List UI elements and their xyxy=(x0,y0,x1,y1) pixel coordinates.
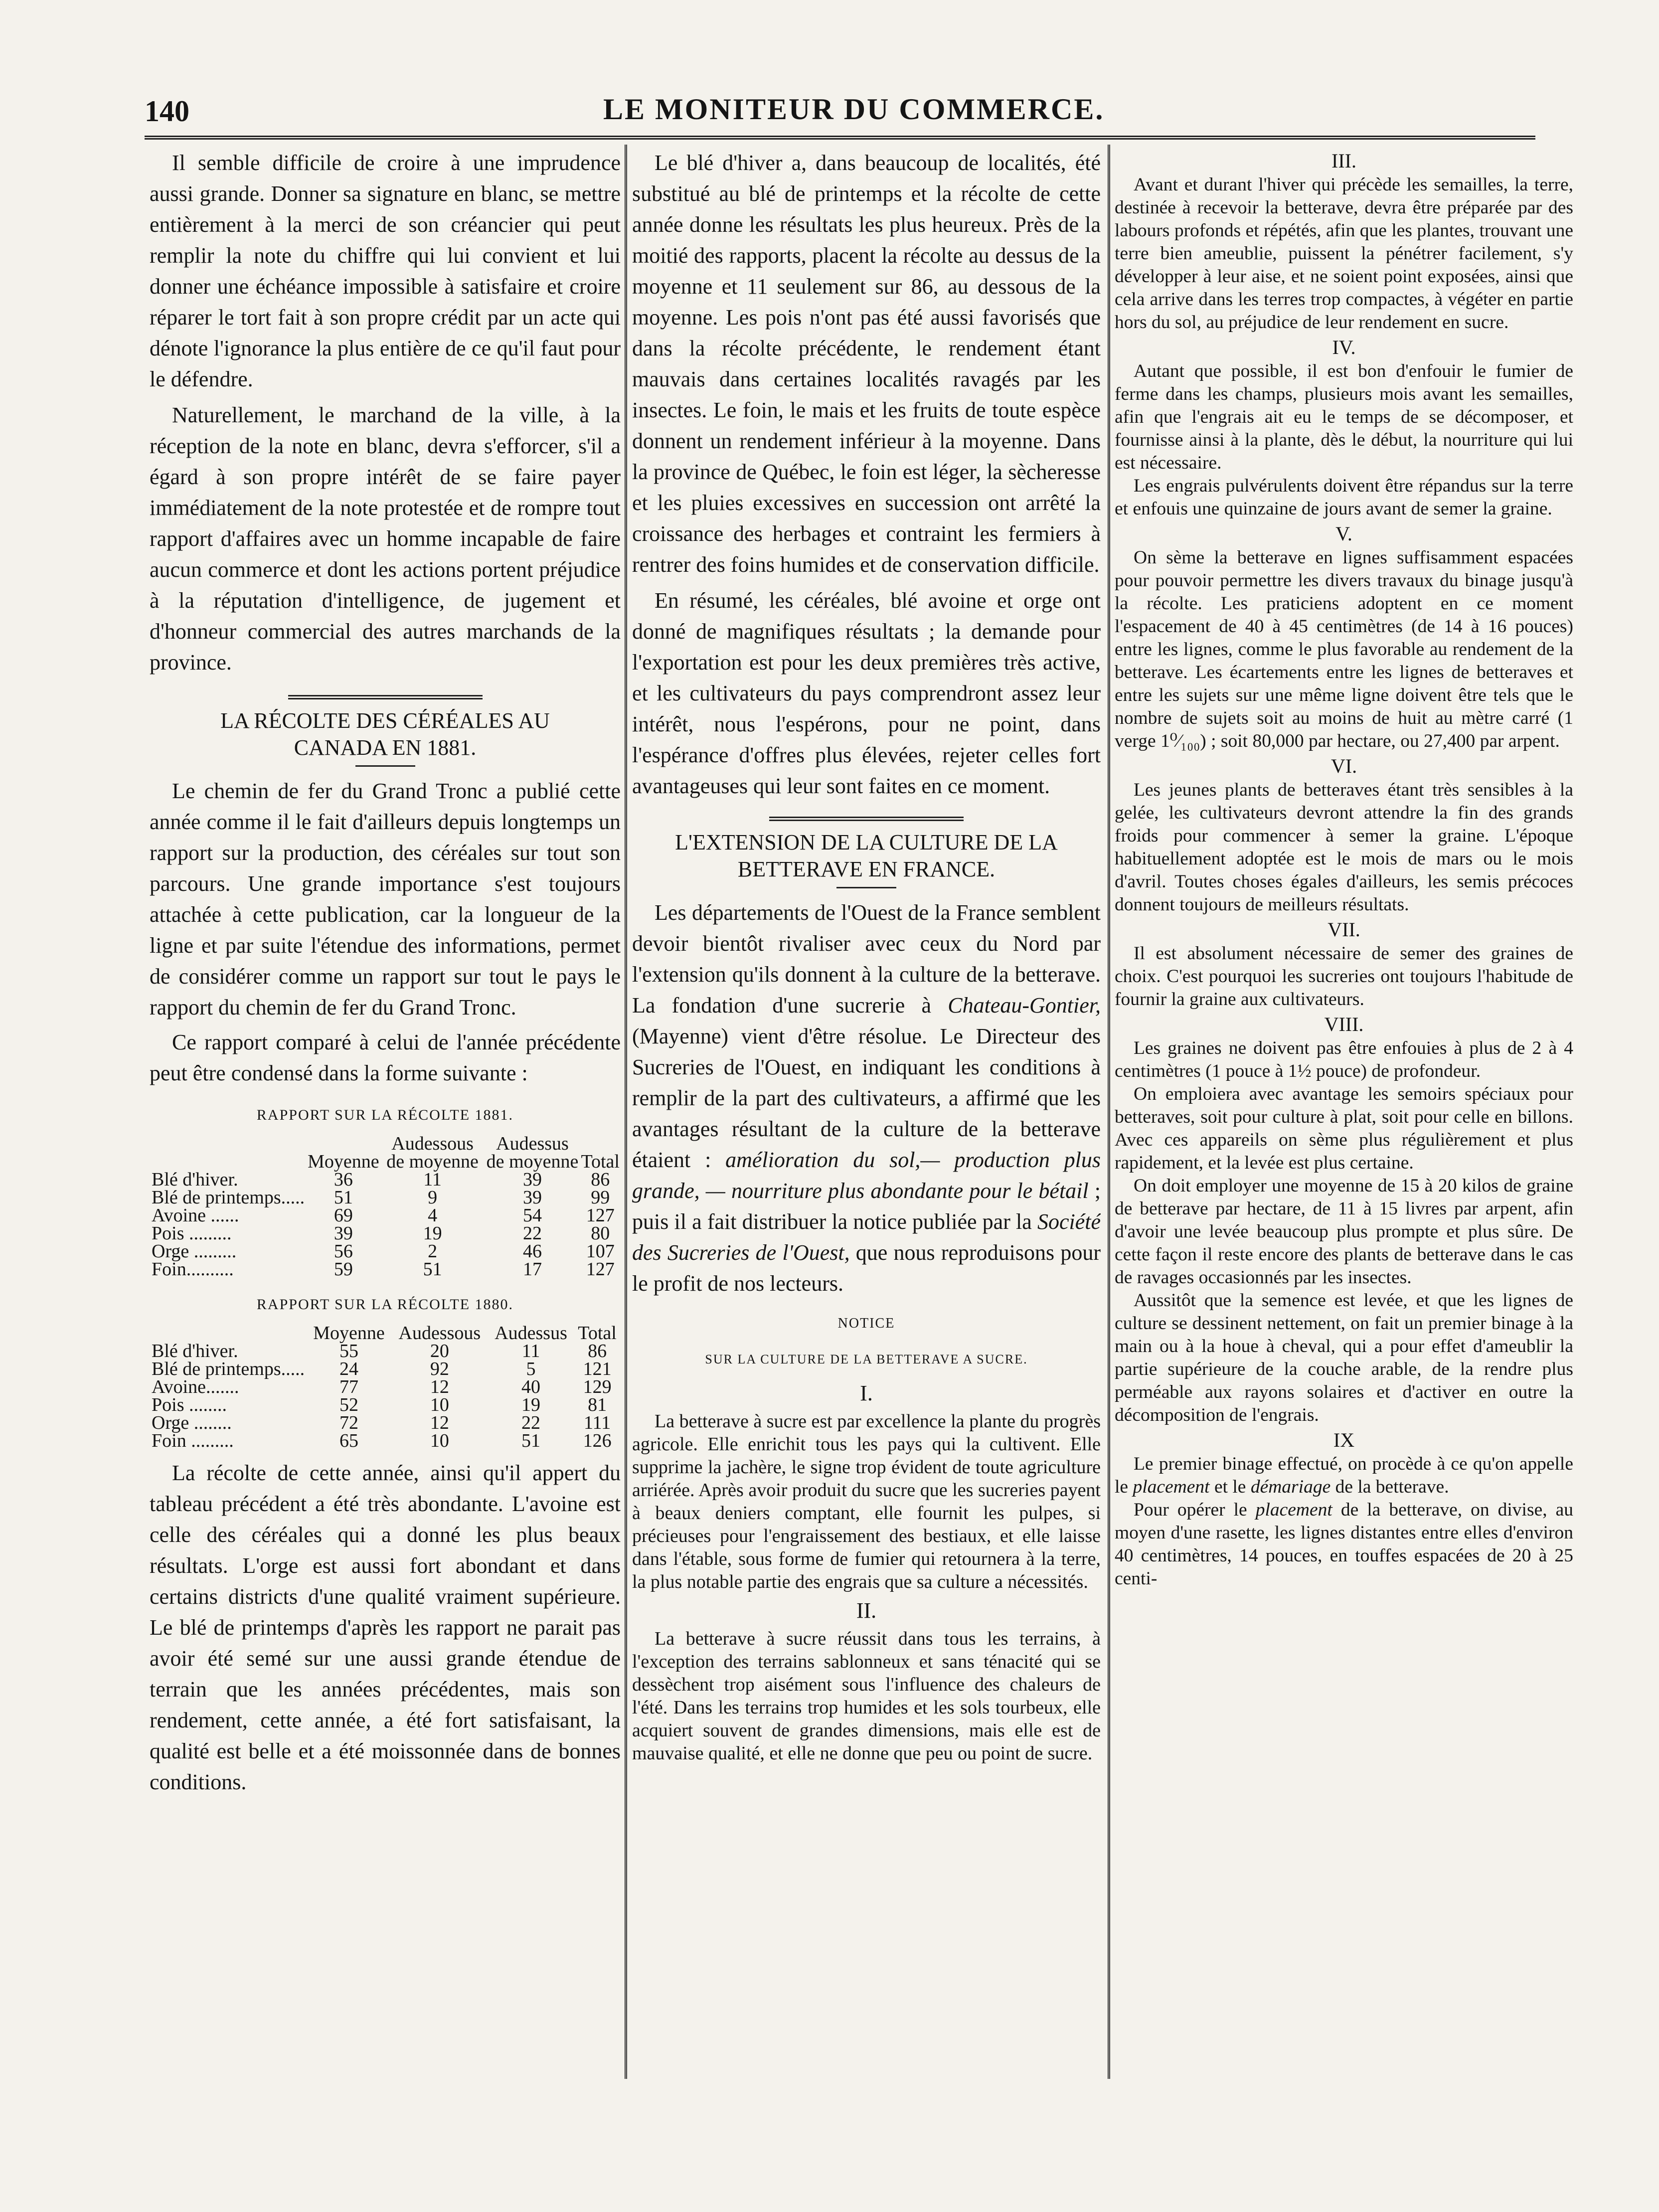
report-title: RAPPORT SUR LA RÉCOLTE 1880. xyxy=(256,1296,514,1313)
notice-title: NOTICE xyxy=(837,1316,895,1331)
cell: 46 xyxy=(522,1241,542,1262)
cell: 19 xyxy=(521,1394,541,1415)
paragraph xyxy=(1115,1453,1573,1499)
table-row xyxy=(150,1171,621,1189)
paragraph: Le blé d'hiver a, dans beaucoup de localités, été substitué au blé de printemps et la récolte de cette année donne les résultats les plus heureux. Près de la moitié des rapports, placent la récolte au dessus de la moyenne et 11 seulement sur 86, au dessous de la moyenne. Les pois n'ont pas été aussi favorisés que dans la récolte précédente, le rendement étant mauvais dans certaines localités ravagés par les insectes. Le foin, le mais et les fruits de toute espèce donnent un rendement inférieur à la moyenne. Dans la province de Québec, le foin est léger, la sècheresse et les pluies excessives en succession ont arrêté la croissance des herbages et contraint les fermiers à rentrer des foins humides et de conservation difficile. xyxy=(632,151,1101,577)
section-number: IX xyxy=(1333,1429,1355,1451)
section-rule xyxy=(769,817,964,821)
cell: 99 xyxy=(591,1187,610,1208)
row-label: Blé de printemps..... xyxy=(152,1359,305,1379)
cell: 11 xyxy=(521,1341,540,1361)
paragraph: La récolte de cette année, ainsi qu'il appert du tableau précédent a été très abondante. L'avoine est celle des céréales qui a donné les plus beaux résultats. L'orge est aussi fort abondant et dans certains districts d'une qualité vraiment supérieure. Le blé de printemps d'après les rapport ne parait pas avoir été semé sur une aussi grande étendue de terrain que les années précédentes, mais son rendement, cette année, a été fort satisfaisant, la qualité est belle et a été moissonnée dans de bonnes conditions. xyxy=(150,1461,621,1794)
column-header: Audessous de moyenne xyxy=(386,1133,479,1172)
cell: 12 xyxy=(430,1376,449,1397)
cell: 126 xyxy=(583,1430,612,1451)
section-number: V. xyxy=(1335,522,1352,545)
section-title-line: L'EXTENSION DE LA CULTURE DE LA xyxy=(675,830,1058,854)
paragraph: Aussitôt que la semence est levée, et que les lignes de culture se dessinent nettement, on fait un premier binage à la main ou à la houe à cheval, qui a pour effet d'ameublir la partie supérieure de la couche arable, de la rendre plus perméable aux rayons solaires et d'activer en outre la décomposition de l'engrais. xyxy=(1115,1290,1573,1425)
cell: 10 xyxy=(430,1394,449,1415)
text-run: et le xyxy=(1209,1477,1251,1497)
cell: 92 xyxy=(430,1359,449,1379)
journal-title: LE MONITEUR DU COMMERCE. xyxy=(603,93,1105,126)
column-header: Moyenne xyxy=(313,1323,385,1344)
section-number: IV. xyxy=(1332,336,1356,358)
table-row xyxy=(150,1260,621,1278)
section-rule xyxy=(288,695,483,699)
section-number: VI. xyxy=(1330,755,1357,777)
row-label: Foin.......... xyxy=(152,1259,234,1280)
paragraph: On emploiera avec avantage les semoirs spéciaux pour betteraves, soit pour culture à plat, soit pour celle en billons. Avec ces appareils on sème plus régulièrement et plus rapidement, et la levée est plus certaine. xyxy=(1115,1084,1573,1173)
row-label: Orge ......... xyxy=(152,1241,237,1262)
cell: 4 xyxy=(428,1205,438,1226)
emphasis: placement xyxy=(1133,1477,1210,1497)
text-run: Le premier binage effectué, on procède à ce qu'on appelle le xyxy=(1115,1454,1573,1497)
emphasis: démariage xyxy=(1250,1477,1331,1497)
row-label: Orge ........ xyxy=(152,1412,232,1433)
cell: 39 xyxy=(522,1187,542,1208)
society-name: Société des Sucreries de l'Ouest, xyxy=(632,1209,1101,1265)
table-row xyxy=(150,1224,621,1242)
row-label: Pois ......... xyxy=(152,1223,232,1244)
paragraph: Les graines ne doivent pas être enfouies à plus de 2 à 4 centimètres (1 pouce à 1½ pouce) de profondeur. xyxy=(1115,1038,1573,1081)
paragraph: Le chemin de fer du Grand Tronc a publié cette année comme il le fait d'ailleurs depuis longtemps un rapport sur la production, des céréales sur tout son parcours. Une grande importance s'est toujours attachée à cette publication, car la longueur de la ligne et par suite l'étendue des informations, permet de considérer comme un rapport sur tout le pays le rapport du chemin de fer du Grand Tronc. xyxy=(150,779,621,1020)
cell: 80 xyxy=(591,1223,610,1244)
cell: 65 xyxy=(339,1430,358,1451)
section-number: VIII. xyxy=(1324,1013,1364,1035)
paragraph: Il semble difficile de croire à une imprudence aussi grande. Donner sa signature en blanc, se mettre entièrement à la merci de son créancier qui peut remplir la note du chiffre qui lui convient et lui donner une échéance impossible à satisfaire et croire réparer le tort fait à son propre crédit par un acte qui dénote l'ignorance la plus entière de ce qu'il faut pour le défendre. xyxy=(150,151,621,391)
place-name: Chateau-Gontier, xyxy=(948,993,1101,1018)
cell: 22 xyxy=(522,1223,542,1244)
paragraph xyxy=(632,897,1101,1299)
report-title: RAPPORT SUR LA RÉCOLTE 1881. xyxy=(256,1107,514,1123)
row-label: Avoine....... xyxy=(152,1376,239,1397)
section-title xyxy=(150,707,621,761)
section-title xyxy=(632,829,1101,883)
section-title-line: LA RÉCOLTE DES CÉRÉALES AU xyxy=(220,708,550,733)
cell: 69 xyxy=(333,1205,353,1226)
report-table-1881 xyxy=(150,1135,621,1278)
cell: 107 xyxy=(586,1241,615,1262)
row-label: Blé de printemps..... xyxy=(152,1187,305,1208)
cell: 86 xyxy=(588,1341,607,1361)
table-header-row xyxy=(150,1324,621,1342)
section-number: VII. xyxy=(1327,918,1360,941)
column-1 xyxy=(150,148,621,2092)
cell: 17 xyxy=(522,1259,542,1280)
cell: 54 xyxy=(522,1205,542,1226)
cell: 39 xyxy=(333,1223,353,1244)
row-label: Foin ......... xyxy=(152,1430,234,1451)
cell: 52 xyxy=(339,1394,358,1415)
table-row xyxy=(150,1206,621,1224)
paragraph: La betterave à sucre réussit dans tous les terrains, à l'exception des terrains sablonneux et sans ténacité qui se dessèchent trop aisément sous l'influence des chaleurs de l'été. Dans les terrains trop humides et les sols tourbeux, elle acquiert souvent de grandes dimensions, mais elle est de mauvaise qualité, et elle ne donne que peu ou point de sucre. xyxy=(632,1628,1101,1764)
paragraph: Ce rapport comparé à celui de l'année précédente peut être condensé dans la forme suivante : xyxy=(150,1030,621,1085)
column-divider xyxy=(1108,145,1110,2079)
column-header: Audessus xyxy=(495,1323,567,1344)
text-run: que nous reproduisons pour le profit de nos lecteurs. xyxy=(632,1240,1101,1296)
cell: 77 xyxy=(339,1376,358,1397)
table-row xyxy=(150,1378,621,1396)
row-label: Avoine ...... xyxy=(152,1205,239,1226)
text-run: de la betterave, on divise, au moyen d'une rasette, les lignes distantes entre elles d'environ 40 centimètres, 14 pouces, en touffes espacées de 20 à 25 centi- xyxy=(1115,1500,1573,1589)
page-number: 140 xyxy=(145,95,189,128)
column-header: Moyenne xyxy=(308,1151,379,1172)
paragraph: Les jeunes plants de betteraves étant très sensibles à la gelée, les cultivateurs devront attendre la fin des grands froids pour commencer à semer la graine. L'époque habituellement adoptée est le mois de mars ou le mois d'avril. Toutes choses égales d'ailleurs, les semis précoces donnent toujours de meilleurs résultats. xyxy=(1115,780,1573,915)
text-run: Pour opérer le xyxy=(1134,1500,1256,1520)
cell: 55 xyxy=(339,1341,358,1361)
paragraph: Il est absolument nécessaire de semer des graines de choix. C'est pourquoi les sucreries ont toujours l'habitude de fournir la graine aux cultivateurs. xyxy=(1115,943,1573,1010)
cell: 9 xyxy=(428,1187,438,1208)
cell: 40 xyxy=(521,1376,541,1397)
table-row xyxy=(150,1432,621,1450)
paragraph: En résumé, les céréales, blé avoine et orge ont donné de magnifiques résultats ; la demande pour l'exportation est pour les deux premières très active, et les cultivateurs du pays comprendront assez leur intérêt, nous l'espérons, pour ne point, dans l'espérance d'offres plus élevées, rejeter celles fort avantageuses qui leur sont faites en ce moment. xyxy=(632,588,1101,798)
cell: 56 xyxy=(333,1241,353,1262)
paragraph: Autant que possible, il est bon d'enfouir le fumier de ferme dans les champs, plusieurs mois avant les semailles, afin que l'engrais ait eu le temps de se décomposer, et fournisse ainsi à la plante, dès le début, la nourriture qui lui est nécessaire. xyxy=(1115,361,1573,473)
cell: 12 xyxy=(430,1412,449,1433)
cell: 5 xyxy=(526,1359,536,1379)
column-header: Total xyxy=(578,1323,617,1344)
paragraph: Naturellement, le marchand de la ville, à la réception de la note en blanc, devra s'efforcer, s'il a égard à son propre intérêt de se faire payer immédiatement de la note protestée et de rompre tout rapport d'affaires avec un homme incapable de faire aucun commerce et dont les actions portent préjudice à la réputation d'intelligence, de jugement et d'honneur commercial des autres marchands de la province. xyxy=(150,403,621,675)
cell: 20 xyxy=(430,1341,449,1361)
table-row xyxy=(150,1360,621,1378)
cell: 59 xyxy=(333,1259,353,1280)
column-2 xyxy=(632,148,1101,2092)
row-label: Pois ........ xyxy=(152,1394,227,1415)
cell: 2 xyxy=(428,1241,438,1262)
table-row xyxy=(150,1342,621,1360)
text-run: (Mayenne) vient d'être résolue. Le Directeur des Sucreries de l'Ouest, en indiquant les conditions à remplir de la part des cultivateurs, a affirmé que les avantages résultant de la culture de la betterave étaient : xyxy=(632,1024,1101,1172)
header-rule xyxy=(145,136,1535,140)
row-label: Blé d'hiver. xyxy=(152,1341,238,1361)
short-rule xyxy=(355,765,415,767)
cell: 51 xyxy=(423,1259,442,1280)
emphasis: amélioration du sol,— production plus grande, — nourriture plus abondante pour le bétail xyxy=(632,1148,1101,1203)
column-header: Audessous xyxy=(398,1323,481,1344)
cell: 129 xyxy=(583,1376,612,1397)
cell: 36 xyxy=(333,1169,353,1190)
column-3 xyxy=(1115,148,1573,2092)
paragraph xyxy=(1115,1499,1573,1590)
fraction: 1⁰⁄₁₀₀ xyxy=(1160,731,1200,751)
column-header: Audessus de moyenne xyxy=(486,1133,579,1172)
cell: 51 xyxy=(521,1430,541,1451)
notice-subtitle: SUR LA CULTURE DE LA BETTERAVE A SUCRE. xyxy=(705,1352,1028,1366)
cell: 127 xyxy=(586,1259,615,1280)
column-header: Total xyxy=(581,1151,620,1172)
paragraph: Avant et durant l'hiver qui précède les semailles, la terre, destinée à recevoir la betterave, devra être préparée par des labours profonds et répétés, afin que les plantes, trouvant une terre bien ameublie, puissent la pénétrer facilement, s'y développer à leur aise, et ne soient point exposées, ainsi que cela arrive dans les terres trop compactes, à végéter en partie hors du sol, au préjudice de leur rendement en sucre. xyxy=(1115,174,1573,333)
text-run: ; puis il a fait distribuer la notice publiée par la xyxy=(632,1179,1101,1234)
section-number: III. xyxy=(1331,150,1356,172)
section-number: II. xyxy=(856,1598,877,1623)
short-rule xyxy=(836,887,896,888)
table-row xyxy=(150,1414,621,1432)
text-run: On sème la betterave en lignes suffisamment espacées pour pouvoir permettre les divers travaux du binage jusqu'à la récolte. Les praticiens adoptent en ce moment l'espacement de 40 à 45 centimètres (de 14 à 16 pouces) entre les lignes, comme le plus favorable au rendement de la betterave. Les écartements entre les lignes de betteraves et entre les sujets sur une même ligne doivent être tels que le nombre de sujets soit au moins de huit au mètre carré (1 verge xyxy=(1115,547,1573,751)
cell: 19 xyxy=(423,1223,442,1244)
text-run: ) ; soit 80,000 par hectare, ou 27,400 par arpent. xyxy=(1200,731,1560,751)
report-table-1880 xyxy=(150,1324,621,1450)
paragraph: On doit employer une moyenne de 15 à 20 kilos de graine de betterave par hectare, de 11 à 15 livres par arpent, afin d'avoir une levée beaucoup plus prompte et plus sûre. De cette façon il reste encore des plants de betterave dans le cas de ravages occasionnés par les insectes. xyxy=(1115,1176,1573,1288)
column-divider xyxy=(625,145,627,2079)
section-title-line: CANADA EN 1881. xyxy=(294,735,477,760)
cell: 39 xyxy=(522,1169,542,1190)
cell: 111 xyxy=(583,1412,611,1433)
cell: 86 xyxy=(591,1169,610,1190)
row-label: Blé d'hiver. xyxy=(152,1169,238,1190)
cell: 127 xyxy=(586,1205,615,1226)
cell: 24 xyxy=(339,1359,358,1379)
emphasis: placement xyxy=(1255,1500,1332,1520)
cell: 72 xyxy=(339,1412,358,1433)
cell: 121 xyxy=(583,1359,612,1379)
section-title-line: BETTERAVE EN FRANCE. xyxy=(737,857,995,881)
cell: 10 xyxy=(430,1430,449,1451)
section-number: I. xyxy=(860,1381,873,1405)
cell: 81 xyxy=(588,1394,607,1415)
paragraph: La betterave à sucre est par excellence la plante du progrès agricole. Elle enrichit tous les pays qui la cultivent. Elle supprime la jachère, le signe trop évident de toute agriculture arriérée. Après avoir produit du sucre que les sucreries payent à beaux deniers comptant, elle fournit les pulpes, si précieuses pour l'engraissement des bestiaux, et elle laisse dans l'étable, sous forme de fumier qui retournera à la terre, la plus notable partie des engrais que sa culture a nécessités. xyxy=(632,1411,1101,1592)
cell: 22 xyxy=(521,1412,541,1433)
cell: 51 xyxy=(333,1187,353,1208)
table-row xyxy=(150,1189,621,1206)
table-row xyxy=(150,1396,621,1414)
cell: 11 xyxy=(423,1169,442,1190)
table-header-row xyxy=(150,1135,621,1171)
paragraph: Les engrais pulvérulents doivent être répandus sur la terre et enfouis une quinzaine de jours avant de semer la graine. xyxy=(1115,476,1573,519)
paragraph xyxy=(1115,546,1573,753)
table-row xyxy=(150,1242,621,1260)
text-run: de la betterave. xyxy=(1330,1477,1449,1497)
text-run: Les départements de l'Ouest de la France semblent devoir bientôt rivaliser avec ceux du Nord par l'extension qu'ils donnent à la culture de la betterave. La fondation d'une sucrerie à xyxy=(632,900,1101,1018)
page-header xyxy=(145,92,1535,137)
